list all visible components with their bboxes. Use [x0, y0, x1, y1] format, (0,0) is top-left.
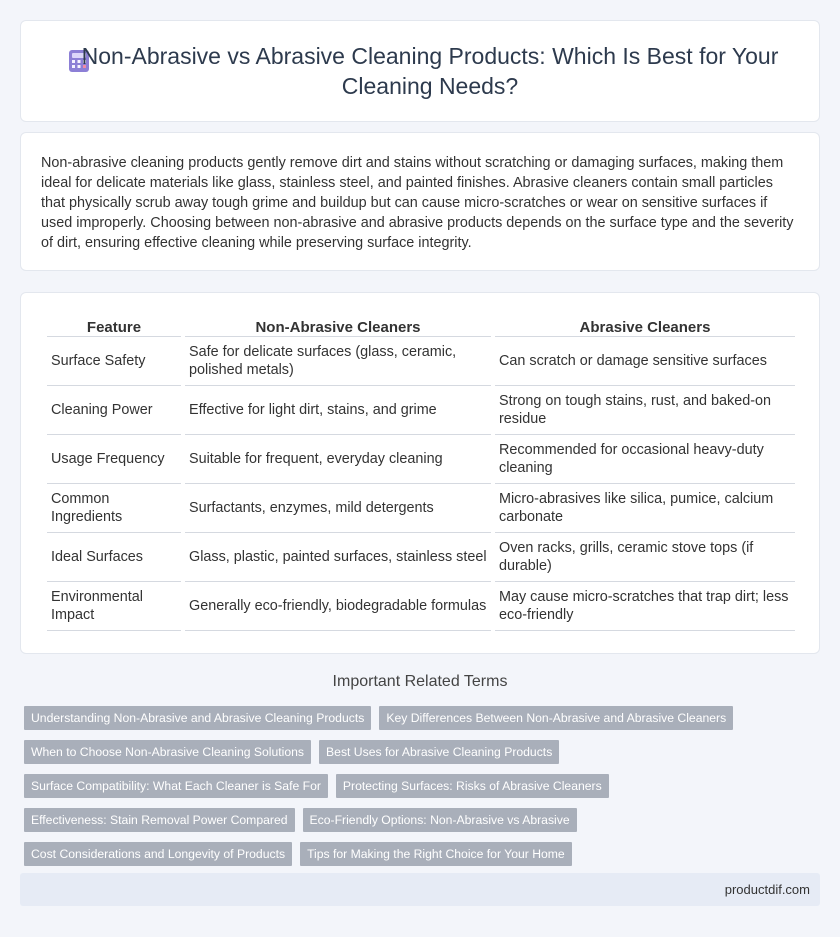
related-term-link[interactable]: When to Choose Non-Abrasive Cleaning Solutions [24, 740, 311, 764]
table-cell: Safe for delicate surfaces (glass, ceramic, polished metals) [185, 337, 491, 386]
related-term-link[interactable]: Eco-Friendly Options: Non-Abrasive vs Abrasive [303, 808, 577, 832]
intro-text: Non-abrasive cleaning products gently remove dirt and stains without scratching or damaging surfaces, making them ideal for delicate materials like glass, stainless steel, and painted finishes. Abrasive cleaners contain small particles that physically scrub away tough grime and buildup but can cause micro-scratches or wear on sensitive surfaces if used improperly. Choosing between non-abrasive and abrasive products depends on the surface type and the severity of dirt, ensuring effective cleaning while preserving surface integrity. [41, 155, 794, 251]
table-header-row [47, 317, 795, 337]
table-cell: Surface Safety [47, 337, 181, 386]
related-terms-list [24, 706, 824, 876]
header-non-abrasive: Non-Abrasive Cleaners [185, 317, 491, 337]
related-term-link[interactable]: Cost Considerations and Longevity of Products [24, 842, 292, 866]
related-term-link[interactable]: Effectiveness: Stain Removal Power Compared [24, 808, 295, 832]
table-row [47, 337, 795, 386]
table-cell: Suitable for frequent, everyday cleaning [185, 435, 491, 484]
table-cell: Can scratch or damage sensitive surfaces [495, 337, 795, 386]
table-row [47, 533, 795, 582]
related-term-link[interactable]: Surface Compatibility: What Each Cleaner is Safe For [24, 774, 328, 798]
table-cell: Environmental Impact [47, 582, 181, 631]
intro-card [20, 132, 820, 271]
table-cell: Usage Frequency [47, 435, 181, 484]
header-feature: Feature [47, 317, 181, 337]
table-row [47, 435, 795, 484]
related-term-link[interactable]: Understanding Non-Abrasive and Abrasive Cleaning Products [24, 706, 371, 730]
table-cell: Cleaning Power [47, 386, 181, 435]
table-row [47, 484, 795, 533]
header-card [20, 20, 820, 122]
comparison-card [20, 292, 820, 654]
table-cell: Generally eco-friendly, biodegradable formulas [185, 582, 491, 631]
table-cell: Recommended for occasional heavy-duty cleaning [495, 435, 795, 484]
comparison-table [43, 317, 799, 631]
header-abrasive: Abrasive Cleaners [495, 317, 795, 337]
related-term-link[interactable]: Key Differences Between Non-Abrasive and Abrasive Cleaners [379, 706, 733, 730]
related-term-link[interactable]: Protecting Surfaces: Risks of Abrasive Cleaners [336, 774, 609, 798]
table-cell: Ideal Surfaces [47, 533, 181, 582]
table-cell: Micro-abrasives like silica, pumice, calcium carbonate [495, 484, 795, 533]
footer [20, 873, 820, 906]
table-cell: Common Ingredients [47, 484, 181, 533]
table-cell: Oven racks, grills, ceramic stove tops (if durable) [495, 533, 795, 582]
footer-site[interactable]: productdif.com [724, 882, 810, 897]
table-cell: May cause micro-scratches that trap dirt; less eco-friendly [495, 582, 795, 631]
table-cell: Surfactants, enzymes, mild detergents [185, 484, 491, 533]
table-cell: Effective for light dirt, stains, and grime [185, 386, 491, 435]
table-cell: Glass, plastic, painted surfaces, stainless steel [185, 533, 491, 582]
page-title: Non-Abrasive vs Abrasive Cleaning Products: Which Is Best for Your Cleaning Needs? [81, 43, 779, 99]
related-term-link[interactable]: Tips for Making the Right Choice for Your Home [300, 842, 572, 866]
related-terms-title: Important Related Terms [332, 673, 508, 690]
table-row [47, 582, 795, 631]
related-term-link[interactable]: Best Uses for Abrasive Cleaning Products [319, 740, 559, 764]
table-cell: Strong on tough stains, rust, and baked-on residue [495, 386, 795, 435]
table-row [47, 386, 795, 435]
